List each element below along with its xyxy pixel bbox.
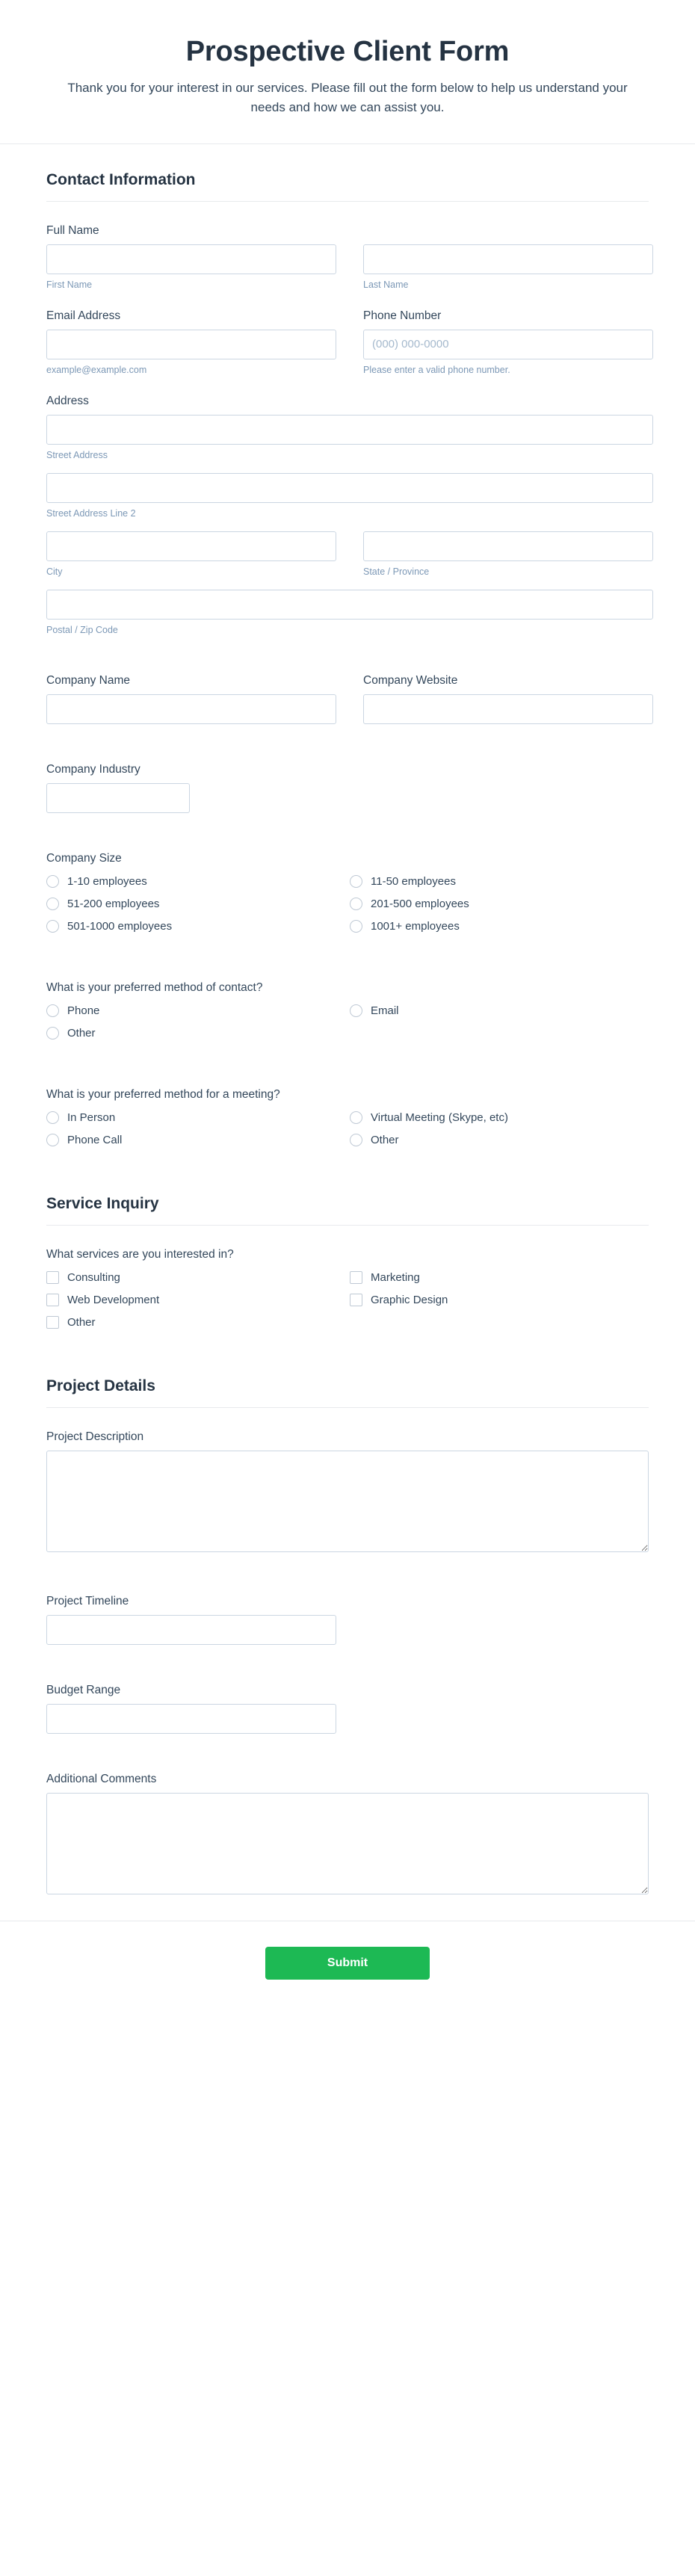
radio-preferred-meeting-3[interactable]	[46, 1134, 350, 1146]
label-services-interested: What services are you interested in?	[46, 1247, 234, 1261]
street-address-2-input[interactable]	[46, 473, 653, 503]
form-body	[0, 144, 695, 1898]
field-company-industry	[46, 763, 649, 813]
checkbox-service-4[interactable]	[350, 1294, 653, 1306]
label-phone-number: Phone Number	[363, 309, 442, 322]
radio-preferred-contact-2[interactable]	[350, 1004, 653, 1017]
option-label: Other	[67, 1026, 96, 1040]
radio-company-size-6[interactable]	[350, 920, 653, 933]
field-company-name-website	[46, 674, 649, 724]
checkbox-service-5[interactable]	[46, 1316, 350, 1329]
radio-icon[interactable]	[46, 898, 59, 910]
radio-preferred-contact-3[interactable]	[46, 1027, 350, 1040]
option-label: Other	[371, 1133, 399, 1146]
label-company-industry: Company Industry	[46, 762, 140, 776]
preferred-meeting-options	[46, 1111, 653, 1156]
label-company-name: Company Name	[46, 673, 130, 687]
services-options	[46, 1271, 653, 1338]
option-label: Virtual Meeting (Skype, etc)	[371, 1111, 508, 1124]
checkbox-service-3[interactable]	[46, 1294, 350, 1306]
label-project-timeline: Project Timeline	[46, 1594, 129, 1607]
section-title-service-inquiry: Service Inquiry	[46, 1194, 159, 1212]
hint-state-province: State / Province	[363, 566, 430, 577]
hint-city: City	[46, 566, 63, 577]
label-budget-range: Budget Range	[46, 1683, 121, 1696]
additional-comments-textarea[interactable]	[46, 1793, 649, 1894]
label-address: Address	[46, 394, 89, 407]
radio-icon[interactable]	[350, 1111, 362, 1124]
radio-preferred-contact-1[interactable]	[46, 1004, 350, 1017]
radio-icon[interactable]	[46, 1004, 59, 1017]
budget-range-input[interactable]	[46, 1704, 336, 1734]
label-company-website: Company Website	[363, 673, 458, 687]
option-label: Graphic Design	[371, 1293, 448, 1306]
email-input[interactable]	[46, 330, 336, 359]
project-timeline-group	[46, 1615, 336, 1645]
checkbox-icon[interactable]	[46, 1294, 59, 1306]
company-industry-group	[46, 783, 190, 813]
radio-icon[interactable]	[350, 898, 362, 910]
checkbox-service-1[interactable]	[46, 1271, 350, 1284]
option-label: 501-1000 employees	[67, 919, 173, 933]
page-subtitle: Thank you for your interest in our services. Please fill out the form below to help us understand your needs and how we can assist you.	[67, 81, 628, 115]
submit-button[interactable]: Submit	[265, 1947, 430, 1980]
option-label: 201-500 employees	[371, 897, 469, 910]
form-header	[0, 0, 695, 144]
field-address	[46, 395, 649, 635]
company-name-group	[46, 674, 336, 724]
hint-first-name: First Name	[46, 279, 93, 290]
option-label: Phone Call	[67, 1133, 123, 1146]
field-project-timeline	[46, 1595, 649, 1645]
company-website-input[interactable]	[363, 694, 653, 724]
radio-company-size-5[interactable]	[46, 920, 350, 933]
checkbox-icon[interactable]	[46, 1316, 59, 1329]
city-group	[46, 531, 336, 577]
label-email-address: Email Address	[46, 309, 121, 322]
street-address-group	[46, 415, 653, 460]
label-preferred-meeting-method: What is your preferred method for a meeting?	[46, 1087, 280, 1101]
hint-postal-zip: Postal / Zip Code	[46, 624, 118, 635]
first-name-group	[46, 244, 336, 290]
radio-preferred-meeting-1[interactable]	[46, 1111, 350, 1124]
field-email-phone	[46, 309, 649, 375]
company-industry-input[interactable]	[46, 783, 190, 813]
section-divider-service	[46, 1225, 649, 1226]
option-label: Other	[67, 1315, 96, 1329]
company-size-options	[46, 875, 653, 942]
field-preferred-contact-method	[46, 981, 649, 1049]
company-website-group	[363, 674, 653, 724]
field-company-size	[46, 852, 649, 942]
option-label: Marketing	[371, 1270, 420, 1284]
radio-icon[interactable]	[350, 920, 362, 933]
label-additional-comments: Additional Comments	[46, 1772, 157, 1785]
last-name-group	[363, 244, 653, 290]
field-services-interested	[46, 1248, 649, 1338]
radio-company-size-3[interactable]	[46, 898, 350, 910]
section-title-contact-information: Contact Information	[46, 170, 196, 188]
radio-icon[interactable]	[46, 875, 59, 888]
radio-icon[interactable]	[46, 1111, 59, 1124]
full-name-row	[46, 244, 649, 290]
checkbox-icon[interactable]	[46, 1271, 59, 1284]
email-phone-row	[46, 309, 649, 375]
page-title: Prospective Client Form	[185, 36, 510, 67]
radio-icon[interactable]	[46, 920, 59, 933]
postal-zip-input[interactable]	[46, 590, 653, 620]
hint-street-address-2: Street Address Line 2	[46, 507, 136, 519]
project-timeline-input[interactable]	[46, 1615, 336, 1645]
radio-icon[interactable]	[350, 875, 362, 888]
checkbox-icon[interactable]	[350, 1271, 362, 1284]
section-title-project-details: Project Details	[46, 1377, 155, 1394]
city-state-row	[46, 531, 649, 577]
field-project-description	[46, 1430, 649, 1556]
option-label: Phone	[67, 1004, 100, 1017]
hint-email: example@example.com	[46, 364, 147, 375]
label-full-name: Full Name	[46, 223, 99, 237]
radio-company-size-2[interactable]	[350, 875, 653, 888]
company-name-input[interactable]	[46, 694, 336, 724]
radio-preferred-meeting-2[interactable]	[350, 1111, 653, 1124]
state-group	[363, 531, 653, 577]
project-description-textarea[interactable]	[46, 1451, 649, 1552]
option-label: In Person	[67, 1111, 116, 1124]
option-label: 1001+ employees	[371, 919, 460, 933]
radio-preferred-meeting-4[interactable]	[350, 1134, 653, 1146]
email-group	[46, 309, 336, 375]
option-label: 1-10 employees	[67, 874, 147, 888]
first-name-input[interactable]	[46, 244, 336, 274]
option-label: 51-200 employees	[67, 897, 160, 910]
form-footer	[0, 1921, 695, 2013]
company-row	[46, 674, 649, 724]
label-project-description: Project Description	[46, 1430, 144, 1443]
section-divider-project	[46, 1407, 649, 1408]
field-additional-comments	[46, 1773, 649, 1898]
hint-last-name: Last Name	[363, 279, 409, 290]
option-label: 11-50 employees	[371, 874, 456, 888]
checkbox-service-2[interactable]	[350, 1271, 653, 1284]
budget-range-group	[46, 1704, 336, 1734]
option-label: Web Development	[67, 1293, 160, 1306]
option-label: Consulting	[67, 1270, 120, 1284]
preferred-contact-options	[46, 1004, 653, 1049]
checkbox-icon[interactable]	[350, 1294, 362, 1306]
street-address-2-group	[46, 473, 653, 519]
radio-icon[interactable]	[46, 1027, 59, 1040]
phone-group	[363, 309, 653, 375]
hint-phone: Please enter a valid phone number.	[363, 364, 510, 375]
radio-icon[interactable]	[350, 1134, 362, 1146]
radio-company-size-1[interactable]	[46, 875, 350, 888]
street-address-input[interactable]	[46, 415, 653, 445]
state-province-input[interactable]	[363, 531, 653, 561]
radio-icon[interactable]	[350, 1004, 362, 1017]
hint-street-address: Street Address	[46, 449, 108, 460]
field-budget-range	[46, 1684, 649, 1734]
option-label: Email	[371, 1004, 399, 1017]
field-preferred-meeting-method	[46, 1088, 649, 1156]
last-name-input[interactable]	[363, 244, 653, 274]
radio-company-size-4[interactable]	[350, 898, 653, 910]
phone-input[interactable]	[363, 330, 653, 359]
radio-icon[interactable]	[46, 1134, 59, 1146]
label-company-size: Company Size	[46, 851, 122, 865]
label-preferred-contact-method: What is your preferred method of contact?	[46, 980, 263, 994]
postal-group	[46, 590, 653, 635]
section-divider-contact	[46, 201, 649, 202]
city-input[interactable]	[46, 531, 336, 561]
field-full-name	[46, 224, 649, 290]
